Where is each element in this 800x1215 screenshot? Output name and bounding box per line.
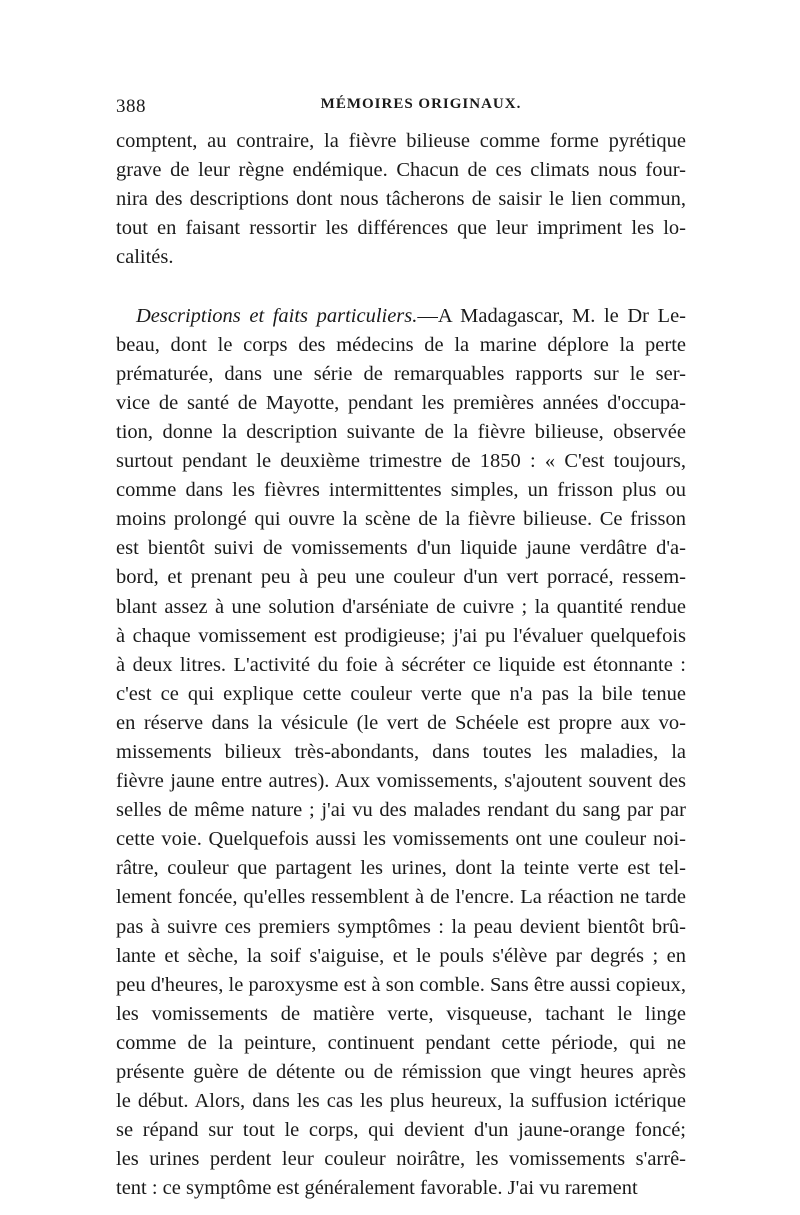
text-line: le début. Alors, dans les cas les plus heureux, la suffusion ictérique	[116, 1090, 686, 1113]
text-line: c'est ce qui explique cette couleur verte que n'a pas la bile tenue	[116, 682, 686, 705]
text-line: à deux litres. L'activité du foie à sécréter ce liquide est étonnante :	[116, 653, 686, 676]
text-line: beau, dont le corps des médecins de la marine déplore la perte	[116, 333, 686, 356]
text-line: fièvre jaune entre autres). Aux vomissements, s'ajoutent souvent des	[116, 770, 686, 793]
text-line: surtout pendant le deuxième trimestre de 1850 : « C'est toujours,	[116, 450, 686, 473]
text-line: moins prolongé qui ouvre la scène de la fièvre bilieuse. Ce frisson	[116, 508, 686, 531]
page-number: 388	[116, 96, 146, 117]
text-line: en réserve dans la vésicule (le vert de Schéele est propre aux vo-	[116, 711, 686, 734]
text-line: bord, et prenant peu à peu une couleur d'un vert porracé, ressem-	[116, 566, 686, 589]
text-line: comme de la peinture, continuent pendant cette période, qui ne	[116, 1031, 686, 1054]
text-line: pas à suivre ces premiers symptômes : la peau devient bientôt brû-	[116, 915, 686, 938]
text-line: tion, donne la description suivante de la fièvre bilieuse, observée	[116, 420, 686, 443]
text-line: cette voie. Quelquefois aussi les vomissements ont une couleur noi-	[116, 828, 686, 851]
text-line: râtre, couleur que partagent les urines, dont la teinte verte est tel-	[116, 857, 686, 880]
text-line: comme dans les fièvres intermittentes simples, un frisson plus ou	[116, 479, 686, 502]
text-line: à chaque vomissement est prodigieuse; j'ai pu l'évaluer quelquefois	[116, 624, 686, 647]
running-title: MÉMOIRES ORIGINAUX.	[320, 96, 522, 112]
text-line: les urines perdent leur couleur noirâtre, les vomissements s'arrê-	[116, 1148, 686, 1171]
paragraph-gap	[116, 272, 686, 301]
text-line: prématurée, dans une série de remarquables rapports sur le ser-	[116, 362, 686, 385]
paragraph-first-line	[116, 302, 686, 331]
text-run: —A Madagascar, M. le Dr Le-	[417, 304, 686, 327]
text-line: nira des descriptions dont nous tâcherons de saisir le lien commun,	[116, 188, 686, 211]
text-line: grave de leur règne endémique. Chacun de ces climats nous four-	[116, 159, 686, 182]
text-line: tout en faisant ressortir les différences que leur impriment les lo-	[116, 217, 686, 240]
text-line: missements bilieux très-abondants, dans toutes les maladies, la	[116, 740, 686, 763]
running-head	[116, 96, 686, 124]
text-line: les vomissements de matière verte, visqueuse, tachant le linge	[116, 1002, 686, 1025]
text-line: présente guère de détente ou de rémission que vingt heures après	[116, 1061, 686, 1083]
text-line: calités.	[116, 246, 174, 269]
text-line: comptent, au contraire, la fièvre bilieuse comme forme pyrétique	[116, 130, 686, 152]
text-line: blant assez à une solution d'arséniate de cuivre ; la quantité rendue	[116, 595, 686, 618]
text-line: peu d'heures, le paroxysme est à son comble. Sans être aussi copieux,	[116, 973, 686, 996]
text-line: se répand sur tout le corps, qui devient d'un jaune-orange foncé;	[116, 1119, 686, 1142]
text-line: vice de santé de Mayotte, pendant les premières années d'occupa-	[116, 391, 686, 414]
text-line: est bientôt suivi de vomissements d'un liquide jaune verdâtre d'a-	[116, 537, 686, 560]
page-body	[116, 127, 686, 1203]
section-heading: Descriptions et faits particuliers.	[136, 304, 418, 327]
text-line: lement foncée, qu'elles ressemblent à de l'encre. La réaction ne tarde	[116, 886, 686, 909]
text-line: selles de même nature ; j'ai vu des malades rendant du sang par par	[116, 799, 686, 822]
text-line: lante et sèche, la soif s'aiguise, et le pouls s'élève par degrés ; en	[116, 944, 686, 967]
text-line: tent : ce symptôme est généralement favorable. J'ai vu rarement	[116, 1177, 638, 1200]
